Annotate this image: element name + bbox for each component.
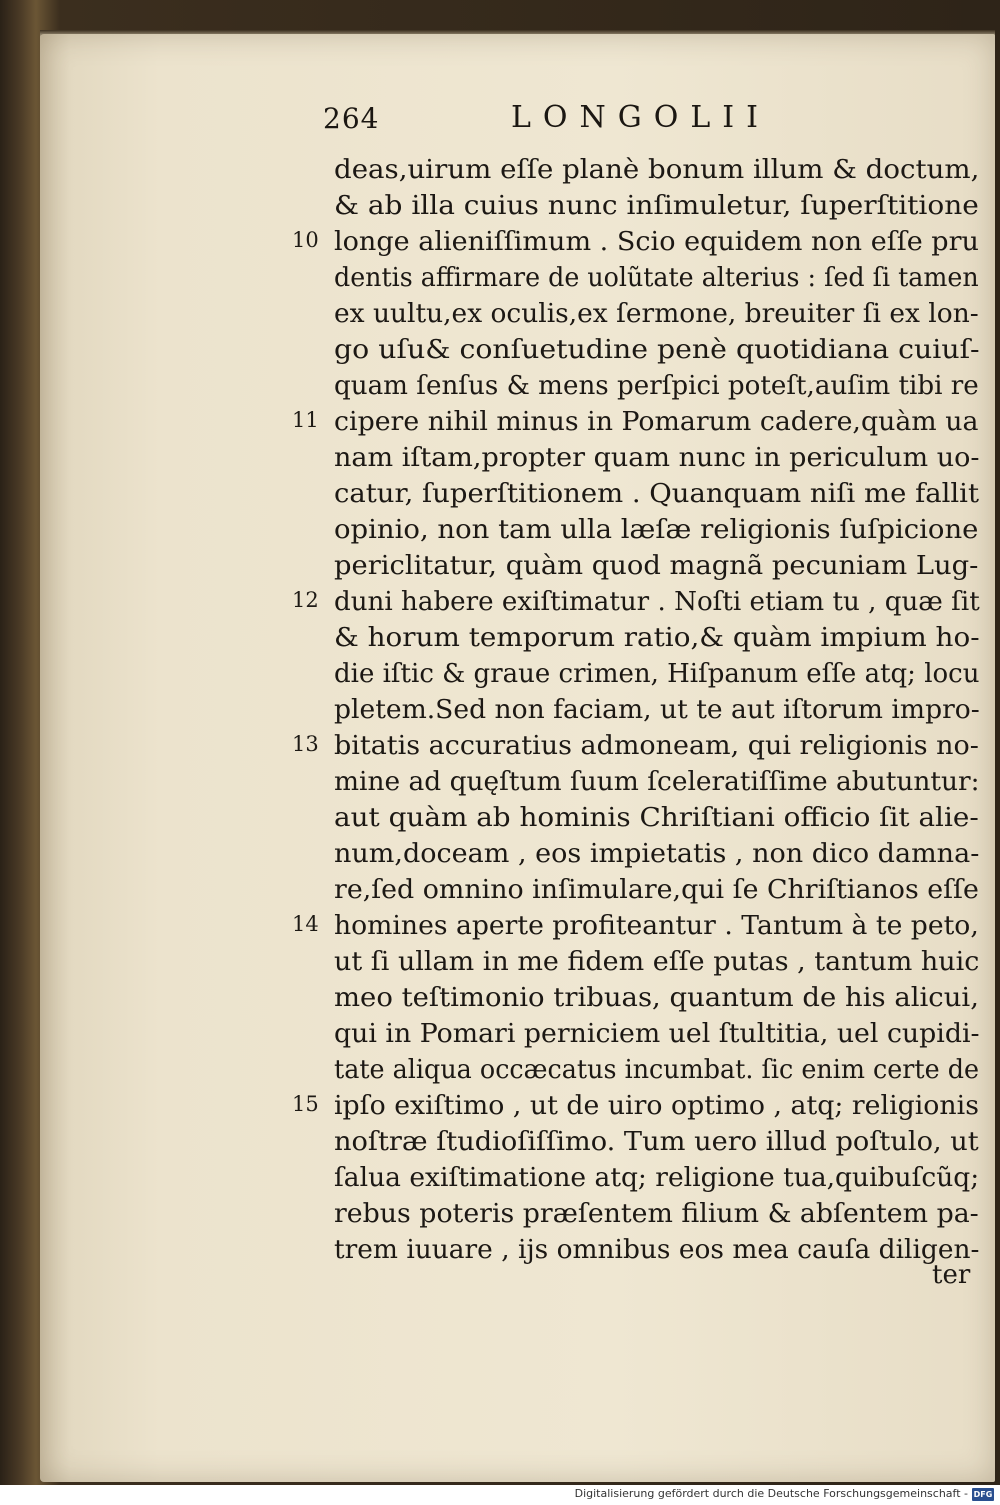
text-line xyxy=(0,584,1000,620)
catchword: ter xyxy=(932,1260,971,1290)
line-marker: 11 xyxy=(292,408,319,432)
page-number: 264 xyxy=(323,102,380,135)
text-line xyxy=(0,1088,1000,1124)
text-line xyxy=(0,1232,1000,1268)
line-text: noſtræ ſtudioſiſſimo. Tum uero illud poſtulo, ut xyxy=(334,1127,979,1157)
text-line xyxy=(0,404,1000,440)
text-line xyxy=(0,440,1000,476)
line-text: ſalua exiſtimatione atq; religione tua,quibuſcũq; xyxy=(334,1163,980,1193)
running-head xyxy=(323,98,823,144)
text-line xyxy=(0,764,1000,800)
text-line xyxy=(0,1016,1000,1052)
line-text: ut ſi ullam in me fidem eſſe putas , tantum huic xyxy=(334,947,980,977)
line-text: qui in Pomari perniciem uel ſtultitia, uel cupidi- xyxy=(334,1019,980,1049)
text-line xyxy=(0,656,1000,692)
text-line xyxy=(0,872,1000,908)
line-text: ipſo exiſtimo , ut de uiro optimo , atq; religionis xyxy=(334,1091,979,1121)
line-text: dentis affirmare de uolũtate alterius : ſed ſi tamen xyxy=(334,263,979,293)
line-text: meo teſtimonio tribuas, quantum de his alicui, xyxy=(334,983,979,1013)
line-marker: 14 xyxy=(292,912,319,936)
line-text: homines aperte profiteantur . Tantum à te peto, xyxy=(334,911,979,941)
line-marker: 13 xyxy=(292,732,319,756)
footer-credit: Digitalisierung gefördert durch die Deutsche Forschungsgemeinschaft - xyxy=(574,1487,968,1500)
line-text: deas,uirum eſſe planè bonum illum & doctum, xyxy=(334,155,980,185)
text-line xyxy=(0,548,1000,584)
line-text: & horum temporum ratio,& quàm impium ho- xyxy=(334,623,980,653)
text-line xyxy=(0,476,1000,512)
text-line xyxy=(0,836,1000,872)
line-text: mine ad quęſtum ſuum ſceleratiſſime abutuntur: xyxy=(334,767,980,797)
text-line xyxy=(0,944,1000,980)
text-line xyxy=(0,1196,1000,1232)
text-line xyxy=(0,224,1000,260)
line-text: quam ſenſus & mens perſpici poteſt,auſim tibi re xyxy=(334,371,979,401)
line-text: duni habere exiſtimatur . Noſti etiam tu , quæ ſit xyxy=(334,587,980,617)
line-text: nam iſtam,propter quam nunc in periculum uo- xyxy=(334,443,980,473)
line-text: & ab illa cuius nunc inſimuletur, ſuperſtitione xyxy=(334,191,979,221)
line-text: longe alieniſſimum . Scio equidem non eſſe pru xyxy=(334,227,979,257)
text-line xyxy=(0,620,1000,656)
text-line xyxy=(0,152,1000,188)
text-line xyxy=(0,800,1000,836)
running-head-title: LONGOLII xyxy=(511,100,770,135)
text-line xyxy=(0,188,1000,224)
line-marker: 10 xyxy=(292,228,319,252)
text-line xyxy=(0,296,1000,332)
line-text: opinio, non tam ulla læſæ religionis ſuſpicione xyxy=(334,515,979,545)
text-line xyxy=(0,368,1000,404)
line-text: rebus poteris præſentem filium & abſentem pa- xyxy=(334,1199,979,1229)
line-text: tate aliqua occæcatus incumbat. ſic enim certe de xyxy=(334,1055,980,1085)
text-line xyxy=(0,692,1000,728)
text-line xyxy=(0,1052,1000,1088)
line-text: num,doceam , eos impietatis , non dico damna- xyxy=(334,839,980,869)
text-line xyxy=(0,260,1000,296)
line-text: pletem.Sed non faciam, ut te aut iſtorum impro- xyxy=(334,695,980,725)
footer-strip xyxy=(0,1485,1000,1505)
line-text: bitatis accuratius admoneam, qui religionis no- xyxy=(334,731,979,761)
line-marker: 15 xyxy=(292,1092,319,1116)
line-text: catur, ſuperſtitionem . Quanquam niſi me fallit xyxy=(334,479,979,509)
line-text: periclitatur, quàm quod magnã pecuniam Lug- xyxy=(334,551,979,581)
text-line xyxy=(0,980,1000,1016)
text-line xyxy=(0,1124,1000,1160)
line-text: re,ſed omnino inſimulare,qui ſe Chriſtianos eſſe xyxy=(334,875,979,905)
text-line xyxy=(0,332,1000,368)
dfg-logo-icon: DFG xyxy=(973,1490,993,1499)
line-text: cipere nihil minus in Pomarum cadere,quàm ua xyxy=(334,407,979,437)
line-marker: 12 xyxy=(292,588,319,612)
line-text: die iſtic & graue crimen, Hiſpanum eſſe atq; locu xyxy=(334,659,980,689)
line-text: trem iuuare , ijs omnibus eos mea cauſa diligen- xyxy=(334,1235,980,1265)
text-line xyxy=(0,728,1000,764)
text-line xyxy=(0,512,1000,548)
line-text: aut quàm ab hominis Chriſtiani officio ſit alie- xyxy=(334,803,979,833)
text-line xyxy=(0,908,1000,944)
line-text: ex uultu,ex oculis,ex ſermone, breuiter ſi ex lon- xyxy=(334,299,979,329)
line-text: go uſu& conſuetudine penè quotidiana cuiuſ- xyxy=(334,335,980,365)
text-line xyxy=(0,1160,1000,1196)
